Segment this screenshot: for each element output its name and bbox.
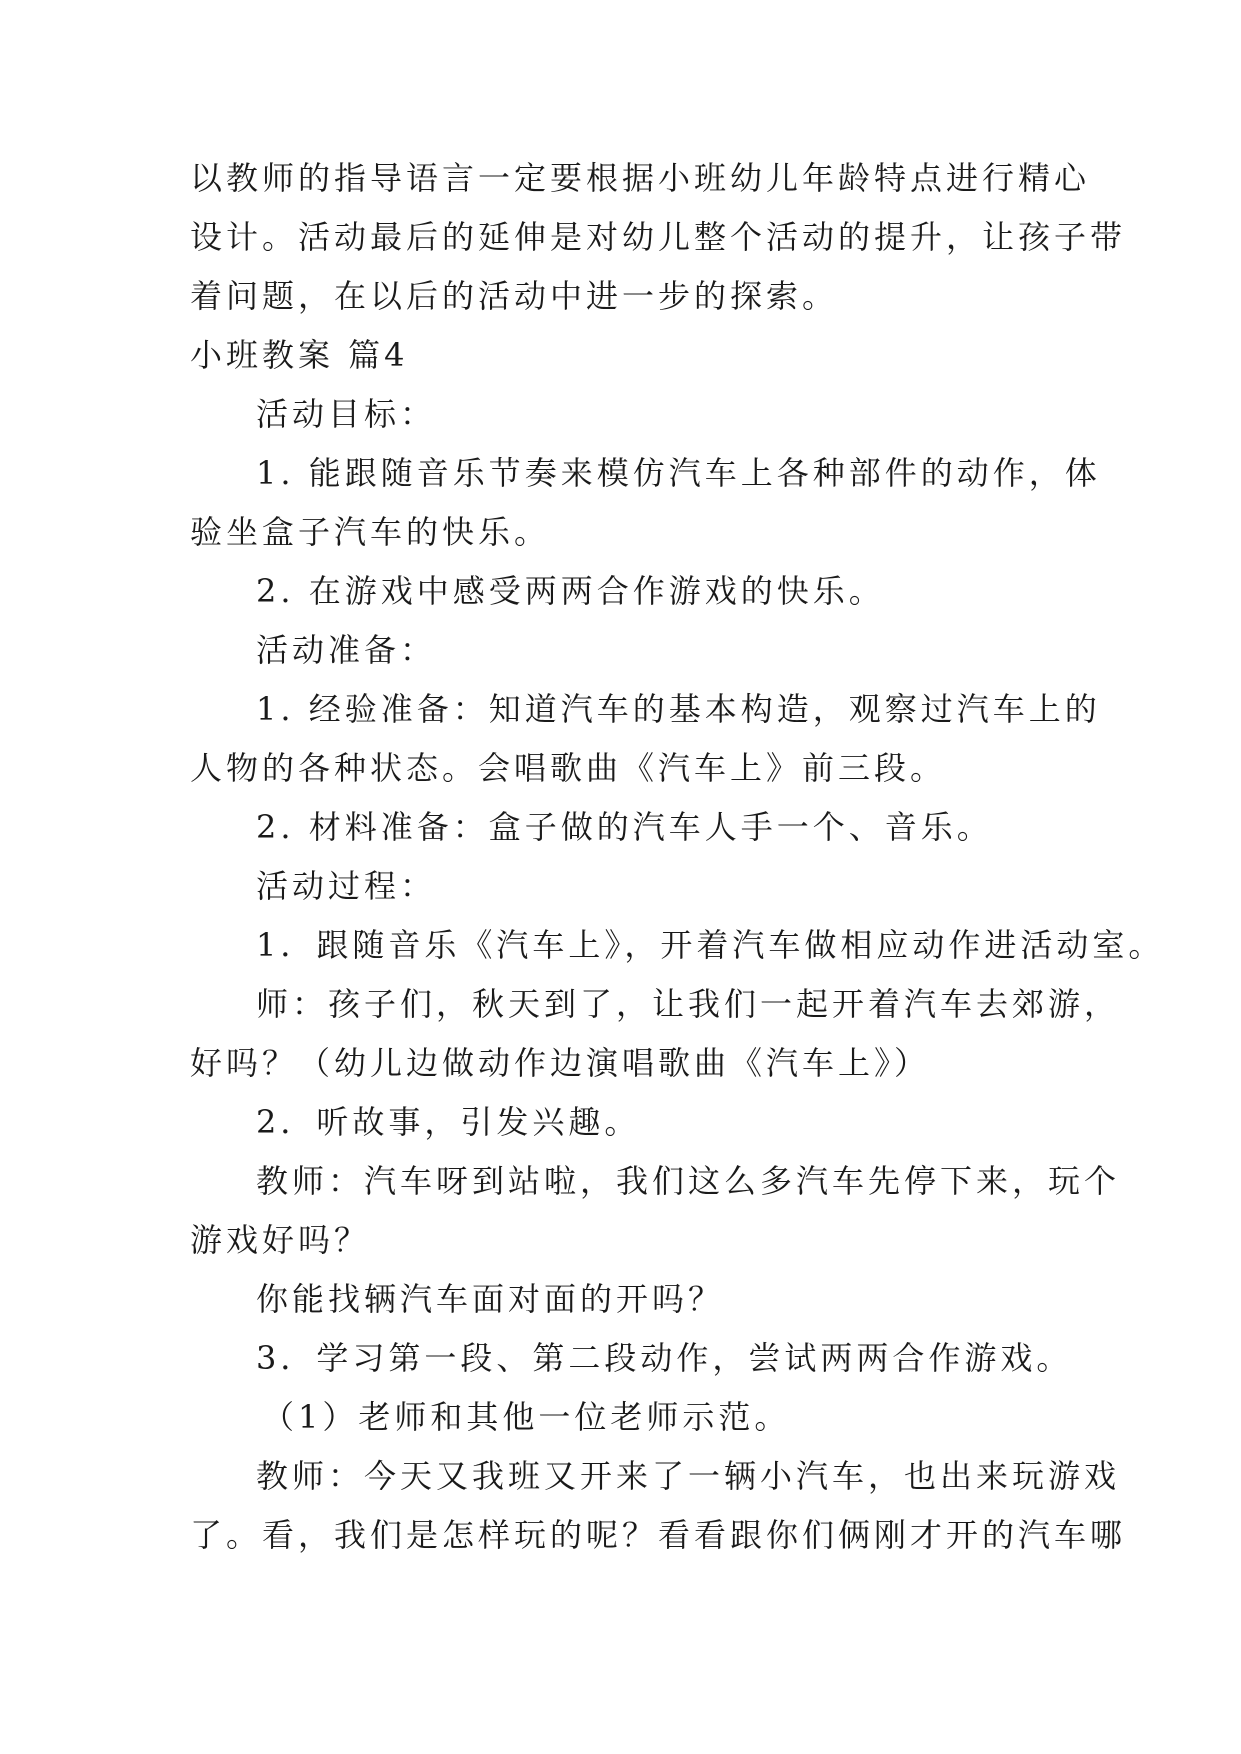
dialogue-continuation: 好吗？（幼儿边做动作边演唱歌曲《汽车上》） [190, 1044, 931, 1082]
paragraph-line: 以教师的指导语言一定要根据小班幼儿年龄特点进行精心 [190, 159, 1091, 197]
dialogue-line: 教师：汽车呀到站啦，我们这么多汽车先停下来，玩个 [256, 1162, 1121, 1200]
paragraph-line: 设计。活动最后的延伸是对幼儿整个活动的提升，让孩子带 [190, 218, 1127, 256]
subheading-goals: 活动目标： [256, 395, 437, 433]
dialogue-line: 师：孩子们，秋天到了，让我们一起开着汽车去郊游， [256, 985, 1121, 1023]
sub-step-item: （1）老师和其他一位老师示范。 [262, 1398, 791, 1436]
list-item: 2. 材料准备：盒子做的汽车人手一个、音乐。 [256, 808, 993, 846]
step-item: 3．学习第一段、第二段动作，尝试两两合作游戏。 [256, 1339, 1073, 1377]
list-item-continuation: 验坐盒子汽车的快乐。 [190, 513, 551, 551]
list-item: 1. 经验准备：知道汽车的基本构造，观察过汽车上的 [256, 690, 1101, 728]
dialogue-line: 你能找辆汽车面对面的开吗？ [256, 1280, 725, 1318]
list-item: 1. 能跟随音乐节奏来模仿汽车上各种部件的动作，体 [256, 454, 1101, 492]
step-item: 2．听故事，引发兴趣。 [256, 1103, 641, 1141]
dialogue-continuation: 游戏好吗？ [190, 1221, 371, 1259]
list-item: 2. 在游戏中感受两两合作游戏的快乐。 [256, 572, 885, 610]
step-item: 1．跟随音乐《汽车上》，开着汽车做相应动作进活动室。 [256, 926, 1165, 964]
paragraph-line: 着问题，在以后的活动中进一步的探索。 [190, 277, 839, 315]
subheading-preparation: 活动准备： [256, 631, 437, 669]
section-heading: 小班教案 篇4 [190, 336, 409, 374]
list-item-continuation: 人物的各种状态。会唱歌曲《汽车上》前三段。 [190, 749, 947, 787]
dialogue-continuation: 了。看，我们是怎样玩的呢？看看跟你们俩刚才开的汽车哪 [190, 1516, 1127, 1554]
subheading-process: 活动过程： [256, 867, 437, 905]
dialogue-line: 教师：今天又我班又开来了一辆小汽车，也出来玩游戏 [256, 1457, 1121, 1495]
